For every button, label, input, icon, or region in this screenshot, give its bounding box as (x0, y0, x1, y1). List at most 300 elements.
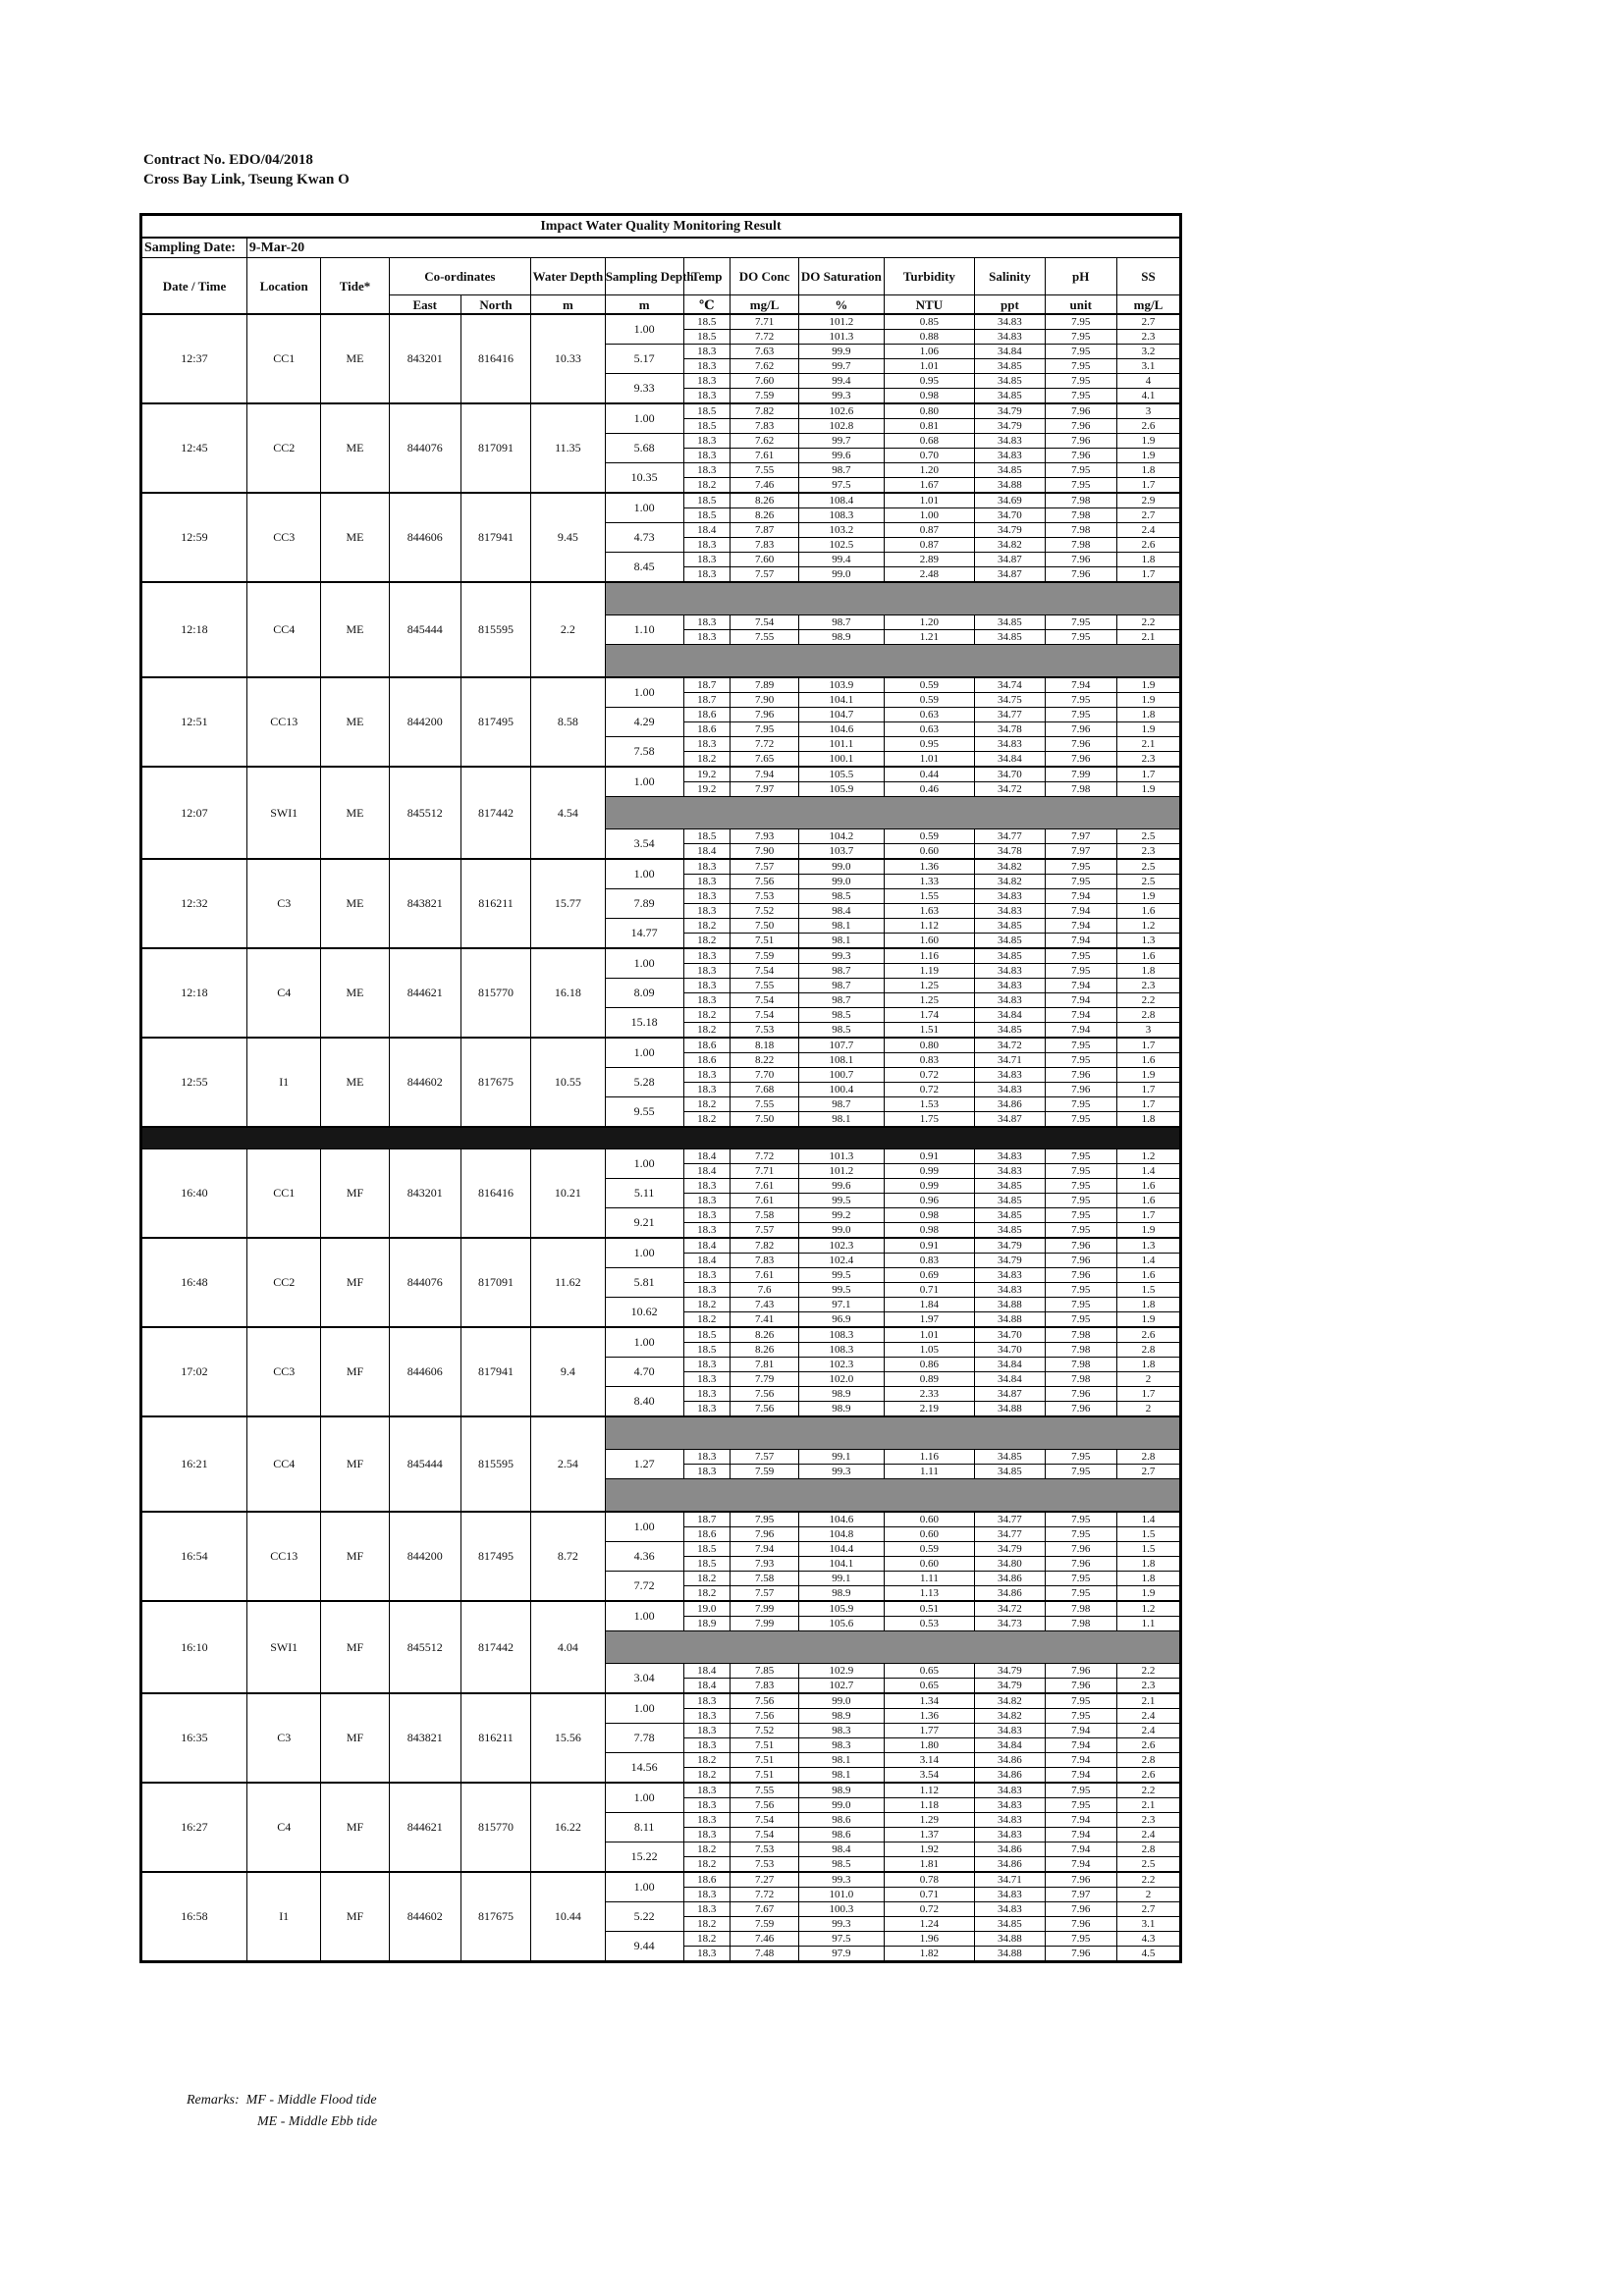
do-conc-cell: 7.65 (731, 752, 799, 768)
ss-cell: 2.3 (1116, 844, 1180, 860)
ph-cell: 7.95 (1045, 1312, 1116, 1328)
north-cell: 816416 (460, 314, 530, 403)
do-conc-cell: 7.95 (731, 1512, 799, 1527)
temp-cell: 18.2 (683, 1112, 730, 1128)
water-depth-cell: 11.62 (531, 1238, 606, 1327)
ph-cell: 7.96 (1045, 1917, 1116, 1932)
salinity-cell: 34.83 (975, 314, 1045, 330)
turbidity-cell: 1.97 (884, 1312, 975, 1328)
col-header-do-conc: DO Conc (731, 258, 799, 295)
sampling-depth-cell: 5.17 (605, 345, 683, 374)
do-sat-cell: 104.8 (799, 1527, 884, 1542)
tide-cell: MF (321, 1149, 389, 1239)
north-cell: 816416 (460, 1149, 530, 1239)
ph-cell: 7.94 (1045, 1753, 1116, 1768)
east-cell: 845444 (389, 1416, 460, 1512)
temp-cell: 18.3 (683, 737, 730, 752)
do-sat-cell: 99.1 (799, 1450, 884, 1465)
do-sat-cell: 98.7 (799, 615, 884, 630)
ph-cell: 7.98 (1045, 1617, 1116, 1631)
turbidity-cell: 0.81 (884, 419, 975, 434)
salinity-cell: 34.83 (975, 1149, 1045, 1164)
salinity-cell: 34.88 (975, 478, 1045, 494)
turbidity-cell: 1.20 (884, 615, 975, 630)
ph-cell: 7.95 (1045, 389, 1116, 404)
temp-cell: 18.3 (683, 630, 730, 645)
ss-cell: 2.6 (1116, 1768, 1180, 1784)
salinity-cell: 34.83 (975, 1902, 1045, 1917)
ph-cell: 7.98 (1045, 782, 1116, 797)
do-conc-cell: 7.71 (731, 1164, 799, 1179)
salinity-cell: 34.87 (975, 1112, 1045, 1128)
table-row (141, 1783, 1181, 1798)
sampling-depth-cell: 1.00 (605, 403, 683, 434)
time-cell: 16:35 (141, 1693, 247, 1783)
temp-cell: 18.3 (683, 1798, 730, 1813)
sampling-depth-cell: 4.29 (605, 708, 683, 737)
salinity-cell: 34.83 (975, 737, 1045, 752)
table-row (141, 403, 1181, 419)
turbidity-cell: 2.89 (884, 553, 975, 567)
turbidity-cell: 0.95 (884, 374, 975, 389)
turbidity-cell: 1.80 (884, 1738, 975, 1753)
temp-cell: 18.3 (683, 964, 730, 979)
ss-cell: 2 (1116, 1888, 1180, 1902)
temp-cell: 18.2 (683, 934, 730, 949)
ss-cell: 2.9 (1116, 493, 1180, 508)
salinity-cell: 34.77 (975, 1527, 1045, 1542)
turbidity-cell: 1.01 (884, 359, 975, 374)
water-depth-cell: 9.45 (531, 493, 606, 582)
do-sat-cell: 104.1 (799, 693, 884, 708)
salinity-cell: 34.83 (975, 449, 1045, 463)
tide-cell: MF (321, 1327, 389, 1416)
time-cell: 12:55 (141, 1038, 247, 1127)
do-conc-cell: 7.6 (731, 1283, 799, 1298)
do-conc-cell: 7.57 (731, 1223, 799, 1239)
ss-cell: 3 (1116, 403, 1180, 419)
turbidity-cell: 1.24 (884, 1917, 975, 1932)
do-sat-cell: 97.5 (799, 478, 884, 494)
ss-cell: 1.8 (1116, 553, 1180, 567)
ss-cell: 2 (1116, 1372, 1180, 1387)
ss-cell: 2.2 (1116, 615, 1180, 630)
ph-cell: 7.94 (1045, 1813, 1116, 1828)
temp-cell: 18.3 (683, 1402, 730, 1417)
table-row (141, 1149, 1181, 1164)
turbidity-cell: 1.33 (884, 875, 975, 889)
col-header-ph: pH (1045, 258, 1116, 295)
tide-cell: ME (321, 677, 389, 767)
ss-cell: 2.8 (1116, 1343, 1180, 1358)
do-conc-cell: 7.59 (731, 389, 799, 404)
salinity-cell: 34.82 (975, 1693, 1045, 1709)
ss-cell: 1.1 (1116, 1617, 1180, 1631)
salinity-cell: 34.86 (975, 1586, 1045, 1602)
temp-cell: 18.3 (683, 553, 730, 567)
temp-cell: 18.3 (683, 1358, 730, 1372)
do-conc-cell: 7.56 (731, 1709, 799, 1724)
turbidity-cell: 1.29 (884, 1813, 975, 1828)
table-row (141, 1038, 1181, 1053)
ss-cell: 1.3 (1116, 1238, 1180, 1254)
do-conc-cell: 7.99 (731, 1617, 799, 1631)
turbidity-cell: 0.98 (884, 1223, 975, 1239)
north-cell: 816211 (460, 1693, 530, 1783)
do-conc-cell: 7.59 (731, 948, 799, 964)
do-sat-cell: 99.3 (799, 1465, 884, 1479)
ph-cell: 7.95 (1045, 1527, 1116, 1542)
turbidity-cell: 3.14 (884, 1753, 975, 1768)
turbidity-cell: 1.84 (884, 1298, 975, 1312)
east-cell: 845512 (389, 1601, 460, 1693)
turbidity-cell: 1.18 (884, 1798, 975, 1813)
do-sat-cell: 104.6 (799, 1512, 884, 1527)
salinity-cell: 34.85 (975, 374, 1045, 389)
sampling-depth-cell: 5.81 (605, 1268, 683, 1298)
do-sat-cell: 98.1 (799, 1112, 884, 1128)
temp-cell: 18.7 (683, 677, 730, 693)
salinity-cell: 34.82 (975, 875, 1045, 889)
turbidity-cell: 0.85 (884, 314, 975, 330)
temp-cell: 18.7 (683, 1512, 730, 1527)
do-sat-cell: 97.1 (799, 1298, 884, 1312)
do-conc-cell: 7.56 (731, 1402, 799, 1417)
tide-separator-row (141, 1127, 1181, 1149)
water-depth-cell: 15.56 (531, 1693, 606, 1783)
salinity-cell: 34.83 (975, 434, 1045, 449)
do-sat-cell: 99.6 (799, 1179, 884, 1194)
temp-cell: 18.3 (683, 1450, 730, 1465)
do-sat-cell: 98.9 (799, 1402, 884, 1417)
turbidity-cell: 1.51 (884, 1023, 975, 1039)
sampling-depth-cell: 3.04 (605, 1664, 683, 1694)
salinity-cell: 34.85 (975, 1223, 1045, 1239)
temp-cell: 18.3 (683, 875, 730, 889)
ss-cell: 1.6 (1116, 948, 1180, 964)
turbidity-cell: 0.89 (884, 1372, 975, 1387)
table-row (141, 859, 1181, 875)
do-sat-cell: 108.3 (799, 1343, 884, 1358)
col-header-datetime: Date / Time (141, 258, 247, 315)
no-sample-shade (605, 797, 1180, 829)
do-sat-cell: 98.1 (799, 919, 884, 934)
ss-cell: 2.3 (1116, 979, 1180, 993)
turbidity-cell: 1.36 (884, 859, 975, 875)
do-sat-cell: 101.2 (799, 314, 884, 330)
sampling-depth-cell: 1.00 (605, 493, 683, 523)
turbidity-cell: 1.34 (884, 1693, 975, 1709)
do-conc-cell: 7.41 (731, 1312, 799, 1328)
turbidity-cell: 0.88 (884, 330, 975, 345)
do-sat-cell: 105.5 (799, 767, 884, 782)
turbidity-cell: 0.83 (884, 1254, 975, 1268)
ss-cell: 2.8 (1116, 1008, 1180, 1023)
east-cell: 843821 (389, 1693, 460, 1783)
north-cell: 817941 (460, 1327, 530, 1416)
ss-cell: 4.3 (1116, 1932, 1180, 1947)
temp-cell: 18.3 (683, 463, 730, 478)
col-header-water-depth: Water Depth (531, 258, 606, 295)
do-sat-cell: 102.0 (799, 1372, 884, 1387)
salinity-cell: 34.86 (975, 1572, 1045, 1586)
tide-cell: ME (321, 948, 389, 1038)
unit-do-conc: mg/L (731, 295, 799, 315)
time-cell: 16:48 (141, 1238, 247, 1327)
turbidity-cell: 1.36 (884, 1709, 975, 1724)
ss-cell: 2.4 (1116, 1724, 1180, 1738)
do-conc-cell: 7.60 (731, 553, 799, 567)
do-conc-cell: 7.51 (731, 1738, 799, 1753)
salinity-cell: 34.83 (975, 1828, 1045, 1842)
ss-cell: 2.7 (1116, 1902, 1180, 1917)
salinity-cell: 34.73 (975, 1617, 1045, 1631)
turbidity-cell: 2.48 (884, 567, 975, 583)
turbidity-cell: 0.65 (884, 1664, 975, 1679)
temp-cell: 18.5 (683, 403, 730, 419)
ph-cell: 7.95 (1045, 630, 1116, 645)
ss-cell: 2.6 (1116, 538, 1180, 553)
do-sat-cell: 102.3 (799, 1238, 884, 1254)
do-conc-cell: 7.51 (731, 934, 799, 949)
turbidity-cell: 1.12 (884, 1783, 975, 1798)
turbidity-cell: 0.91 (884, 1149, 975, 1164)
sampling-depth-cell: 4.70 (605, 1358, 683, 1387)
ph-cell: 7.94 (1045, 1857, 1116, 1873)
salinity-cell: 34.85 (975, 934, 1045, 949)
tide-cell: ME (321, 493, 389, 582)
do-conc-cell: 7.96 (731, 708, 799, 722)
temp-cell: 18.2 (683, 1298, 730, 1312)
ph-cell: 7.98 (1045, 538, 1116, 553)
do-conc-cell: 7.79 (731, 1372, 799, 1387)
ph-cell: 7.96 (1045, 567, 1116, 583)
temp-cell: 18.2 (683, 1312, 730, 1328)
salinity-cell: 34.85 (975, 630, 1045, 645)
col-header-salinity: Salinity (975, 258, 1045, 295)
ph-cell: 7.95 (1045, 964, 1116, 979)
ph-cell: 7.95 (1045, 1038, 1116, 1053)
salinity-cell: 34.77 (975, 1512, 1045, 1527)
temp-cell: 18.2 (683, 1008, 730, 1023)
temp-cell: 18.4 (683, 523, 730, 538)
temp-cell: 18.5 (683, 1557, 730, 1572)
location-cell: CC4 (246, 582, 321, 677)
tide-cell: ME (321, 1038, 389, 1127)
do-conc-cell: 7.55 (731, 630, 799, 645)
do-conc-cell: 7.70 (731, 1068, 799, 1083)
turbidity-cell: 0.71 (884, 1283, 975, 1298)
ph-cell: 7.94 (1045, 677, 1116, 693)
ph-cell: 7.94 (1045, 1738, 1116, 1753)
temp-cell: 18.3 (683, 1888, 730, 1902)
do-conc-cell: 7.87 (731, 523, 799, 538)
salinity-cell: 34.83 (975, 993, 1045, 1008)
temp-cell: 18.3 (683, 567, 730, 583)
salinity-cell: 34.85 (975, 1179, 1045, 1194)
salinity-cell: 34.83 (975, 1888, 1045, 1902)
temp-cell: 18.5 (683, 493, 730, 508)
document-header (143, 150, 350, 189)
temp-cell: 18.4 (683, 844, 730, 860)
turbidity-cell: 0.72 (884, 1902, 975, 1917)
unit-salinity: ppt (975, 295, 1045, 315)
do-sat-cell: 98.3 (799, 1724, 884, 1738)
sampling-depth-cell: 7.58 (605, 737, 683, 768)
ss-cell: 1.9 (1116, 782, 1180, 797)
salinity-cell: 34.83 (975, 1283, 1045, 1298)
temp-cell: 18.2 (683, 1753, 730, 1768)
tide-cell: MF (321, 1693, 389, 1783)
temp-cell: 18.5 (683, 1327, 730, 1343)
location-cell: CC13 (246, 677, 321, 767)
temp-cell: 18.3 (683, 1828, 730, 1842)
tide-separator-bar (141, 1127, 1181, 1149)
col-header-ss: SS (1116, 258, 1180, 295)
temp-cell: 18.4 (683, 1254, 730, 1268)
ph-cell: 7.95 (1045, 478, 1116, 494)
ss-cell: 1.7 (1116, 767, 1180, 782)
salinity-cell: 34.83 (975, 1164, 1045, 1179)
turbidity-cell: 1.63 (884, 904, 975, 919)
time-cell: 12:45 (141, 403, 247, 493)
ph-cell: 7.95 (1045, 1512, 1116, 1527)
ss-cell: 2.5 (1116, 859, 1180, 875)
do-conc-cell: 7.54 (731, 615, 799, 630)
salinity-cell: 34.83 (975, 1068, 1045, 1083)
water-quality-table (139, 213, 1182, 1963)
ss-cell: 1.7 (1116, 1387, 1180, 1402)
ph-cell: 7.95 (1045, 615, 1116, 630)
sampling-depth-cell: 5.11 (605, 1179, 683, 1208)
north-cell: 817675 (460, 1038, 530, 1127)
remark-mf: MF - Middle Flood tide (245, 2093, 377, 2108)
time-cell: 16:10 (141, 1601, 247, 1693)
ss-cell: 2.8 (1116, 1753, 1180, 1768)
no-sample-shade (605, 1631, 1180, 1664)
ph-cell: 7.96 (1045, 434, 1116, 449)
salinity-cell: 34.83 (975, 1724, 1045, 1738)
temp-cell: 18.3 (683, 1283, 730, 1298)
ph-cell: 7.96 (1045, 1679, 1116, 1694)
east-cell: 844076 (389, 403, 460, 493)
turbidity-cell: 1.06 (884, 345, 975, 359)
ss-cell: 1.5 (1116, 1542, 1180, 1557)
water-depth-cell: 8.72 (531, 1512, 606, 1601)
salinity-cell: 34.83 (975, 904, 1045, 919)
no-sample-shade (605, 1416, 1180, 1450)
turbidity-cell: 0.87 (884, 538, 975, 553)
water-depth-cell: 10.21 (531, 1149, 606, 1239)
ss-cell: 2.4 (1116, 523, 1180, 538)
sampling-depth-cell: 8.40 (605, 1387, 683, 1417)
do-conc-cell: 7.51 (731, 1753, 799, 1768)
do-conc-cell: 7.56 (731, 875, 799, 889)
turbidity-cell: 0.98 (884, 1208, 975, 1223)
turbidity-cell: 0.86 (884, 1358, 975, 1372)
turbidity-cell: 0.65 (884, 1679, 975, 1694)
salinity-cell: 34.86 (975, 1842, 1045, 1857)
sampling-depth-cell: 10.62 (605, 1298, 683, 1328)
temp-cell: 18.3 (683, 345, 730, 359)
east-cell: 844076 (389, 1238, 460, 1327)
east-cell: 844621 (389, 948, 460, 1038)
temp-cell: 18.2 (683, 1842, 730, 1857)
sampling-depth-cell: 1.00 (605, 1783, 683, 1813)
do-sat-cell: 98.1 (799, 934, 884, 949)
do-conc-cell: 7.94 (731, 767, 799, 782)
salinity-cell: 34.85 (975, 1023, 1045, 1039)
turbidity-cell: 0.60 (884, 1527, 975, 1542)
do-sat-cell: 98.7 (799, 979, 884, 993)
temp-cell: 18.2 (683, 919, 730, 934)
time-cell: 12:59 (141, 493, 247, 582)
temp-cell: 18.2 (683, 478, 730, 494)
ph-cell: 7.98 (1045, 1358, 1116, 1372)
unit-north: North (460, 295, 530, 315)
sampling-depth-cell: 15.22 (605, 1842, 683, 1873)
temp-cell: 18.3 (683, 1083, 730, 1097)
ph-cell: 7.94 (1045, 934, 1116, 949)
do-sat-cell: 103.9 (799, 677, 884, 693)
ph-cell: 7.95 (1045, 1798, 1116, 1813)
ph-cell: 7.99 (1045, 767, 1116, 782)
ph-cell: 7.94 (1045, 1023, 1116, 1039)
sampling-depth-cell: 1.00 (605, 1872, 683, 1902)
ph-cell: 7.96 (1045, 1902, 1116, 1917)
do-conc-cell: 7.83 (731, 1679, 799, 1694)
do-sat-cell: 99.4 (799, 553, 884, 567)
ss-cell: 4.5 (1116, 1947, 1180, 1962)
salinity-cell: 34.85 (975, 1208, 1045, 1223)
turbidity-cell: 1.16 (884, 948, 975, 964)
ph-cell: 7.95 (1045, 1194, 1116, 1208)
turbidity-cell: 0.78 (884, 1872, 975, 1888)
do-sat-cell: 105.9 (799, 782, 884, 797)
turbidity-cell: 1.74 (884, 1008, 975, 1023)
ss-cell: 3.1 (1116, 359, 1180, 374)
unit-ss: mg/L (1116, 295, 1180, 315)
location-cell: CC4 (246, 1416, 321, 1512)
temp-cell: 18.4 (683, 1149, 730, 1164)
temp-cell: 18.3 (683, 1465, 730, 1479)
sampling-depth-cell: 1.00 (605, 1512, 683, 1542)
remarks-label: Remarks: (187, 2093, 240, 2108)
turbidity-cell: 1.81 (884, 1857, 975, 1873)
east-cell: 844602 (389, 1038, 460, 1127)
do-conc-cell: 7.83 (731, 1254, 799, 1268)
do-sat-cell: 98.9 (799, 630, 884, 645)
ph-cell: 7.96 (1045, 1387, 1116, 1402)
ph-cell: 7.95 (1045, 1283, 1116, 1298)
east-cell: 843201 (389, 1149, 460, 1239)
turbidity-cell: 0.72 (884, 1083, 975, 1097)
ph-cell: 7.94 (1045, 889, 1116, 904)
turbidity-cell: 0.60 (884, 1512, 975, 1527)
salinity-cell: 34.85 (975, 948, 1045, 964)
sampling-depth-cell: 1.00 (605, 1601, 683, 1631)
time-cell: 16:27 (141, 1783, 247, 1872)
temp-cell: 18.3 (683, 1268, 730, 1283)
time-cell: 12:51 (141, 677, 247, 767)
sampling-date-label: Sampling Date: (141, 238, 247, 258)
east-cell: 845444 (389, 582, 460, 677)
do-sat-cell: 97.5 (799, 1932, 884, 1947)
ss-cell: 2.6 (1116, 1327, 1180, 1343)
do-conc-cell: 7.53 (731, 1857, 799, 1873)
temp-cell: 18.3 (683, 993, 730, 1008)
east-cell: 844621 (389, 1783, 460, 1872)
